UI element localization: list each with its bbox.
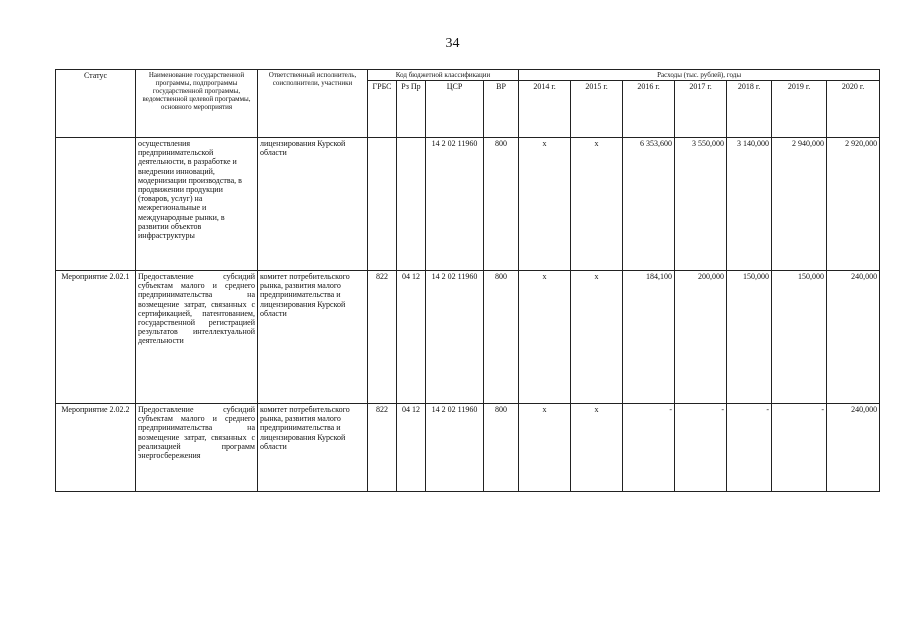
- row-value-2020: 2 920,000: [827, 138, 880, 271]
- header-responsible: Ответственный исполнитель, соисполнители, участники: [258, 70, 368, 138]
- row-value-2017: -: [675, 404, 727, 492]
- row-grbs: 822: [368, 404, 397, 492]
- row-rzpr: 04 12: [397, 404, 426, 492]
- header-year-2016: 2016 г.: [623, 81, 675, 138]
- row-value-2017: 200,000: [675, 271, 727, 404]
- header-budget-code: Код бюджетной классификации: [368, 70, 519, 81]
- row-name: Предоставление субсидий субъектам малого и среднего предпринимательства на возмещение затрат, связанных с реализацией программ энергосбережения: [136, 404, 258, 492]
- row-name: осуществления предпринимательской деятельности, в разработке и внедрении инноваций, модернизации производства, в продвижении продукции (товаров, услуг) на межрегиональные и международные рынки, в развитии объектов инфраструктуры: [136, 138, 258, 271]
- row-status: [56, 138, 136, 271]
- row-name: Предоставление субсидий субъектам малого и среднего предпринимательства на возмещение затрат, связанных с сертификацией, патентованием, государственной регистрацией результатов интеллектуальной деятельности: [136, 271, 258, 404]
- header-vr: ВР: [484, 81, 519, 138]
- table-row: [56, 404, 880, 492]
- header-year-2020: 2020 г.: [827, 81, 880, 138]
- row-rzpr: [397, 138, 426, 271]
- row-value-2018: 3 140,000: [727, 138, 772, 271]
- row-value-2020: 240,000: [827, 271, 880, 404]
- table-row: [56, 271, 880, 404]
- row-value-2019: 2 940,000: [772, 138, 827, 271]
- header-expenses: Расходы (тыс. рублей), годы: [519, 70, 880, 81]
- header-rzpr: Рз Пр: [397, 81, 426, 138]
- row-grbs: [368, 138, 397, 271]
- row-vr: 800: [484, 404, 519, 492]
- row-value-2016: 184,100: [623, 271, 675, 404]
- table-header: [56, 70, 880, 138]
- row-value-2019: -: [772, 404, 827, 492]
- row-value-2016: 6 353,600: [623, 138, 675, 271]
- row-status: Мероприятие 2.02.1: [56, 271, 136, 404]
- header-status: Статус: [56, 70, 136, 138]
- row-value-2016: -: [623, 404, 675, 492]
- row-vr: 800: [484, 138, 519, 271]
- row-value-2020: 240,000: [827, 404, 880, 492]
- header-year-2017: 2017 г.: [675, 81, 727, 138]
- row-value-2015: х: [571, 271, 623, 404]
- row-value-2018: 150,000: [727, 271, 772, 404]
- row-value-2015: х: [571, 138, 623, 271]
- row-vr: 800: [484, 271, 519, 404]
- header-year-2014: 2014 г.: [519, 81, 571, 138]
- header-name: Наименование государственной программы, подпрограммы государственной программы, ведомственной целевой программы, основного мероприятия: [136, 70, 258, 138]
- row-value-2014: х: [519, 404, 571, 492]
- row-csr: 14 2 02 11960: [426, 138, 484, 271]
- row-status: Мероприятие 2.02.2: [56, 404, 136, 492]
- table-row: [56, 138, 880, 271]
- row-responsible: комитет потребительского рынка, развития малого предпринимательства и лицензирования Курской области: [258, 271, 368, 404]
- row-responsible: комитет потребительского рынка, развития малого предпринимательства и лицензирования Курской области: [258, 404, 368, 492]
- row-value-2015: х: [571, 404, 623, 492]
- page-number: 34: [445, 36, 460, 51]
- row-grbs: 822: [368, 271, 397, 404]
- budget-table: [55, 69, 880, 492]
- row-csr: 14 2 02 11960: [426, 271, 484, 404]
- row-value-2014: х: [519, 138, 571, 271]
- header-csr: ЦСР: [426, 81, 484, 138]
- row-value-2018: -: [727, 404, 772, 492]
- header-year-2015: 2015 г.: [571, 81, 623, 138]
- row-csr: 14 2 02 11960: [426, 404, 484, 492]
- row-value-2019: 150,000: [772, 271, 827, 404]
- header-year-2019: 2019 г.: [772, 81, 827, 138]
- row-value-2014: х: [519, 271, 571, 404]
- header-year-2018: 2018 г.: [727, 81, 772, 138]
- header-grbs: ГРБС: [368, 81, 397, 138]
- row-value-2017: 3 550,000: [675, 138, 727, 271]
- row-responsible: лицензирования Курской области: [258, 138, 368, 271]
- row-rzpr: 04 12: [397, 271, 426, 404]
